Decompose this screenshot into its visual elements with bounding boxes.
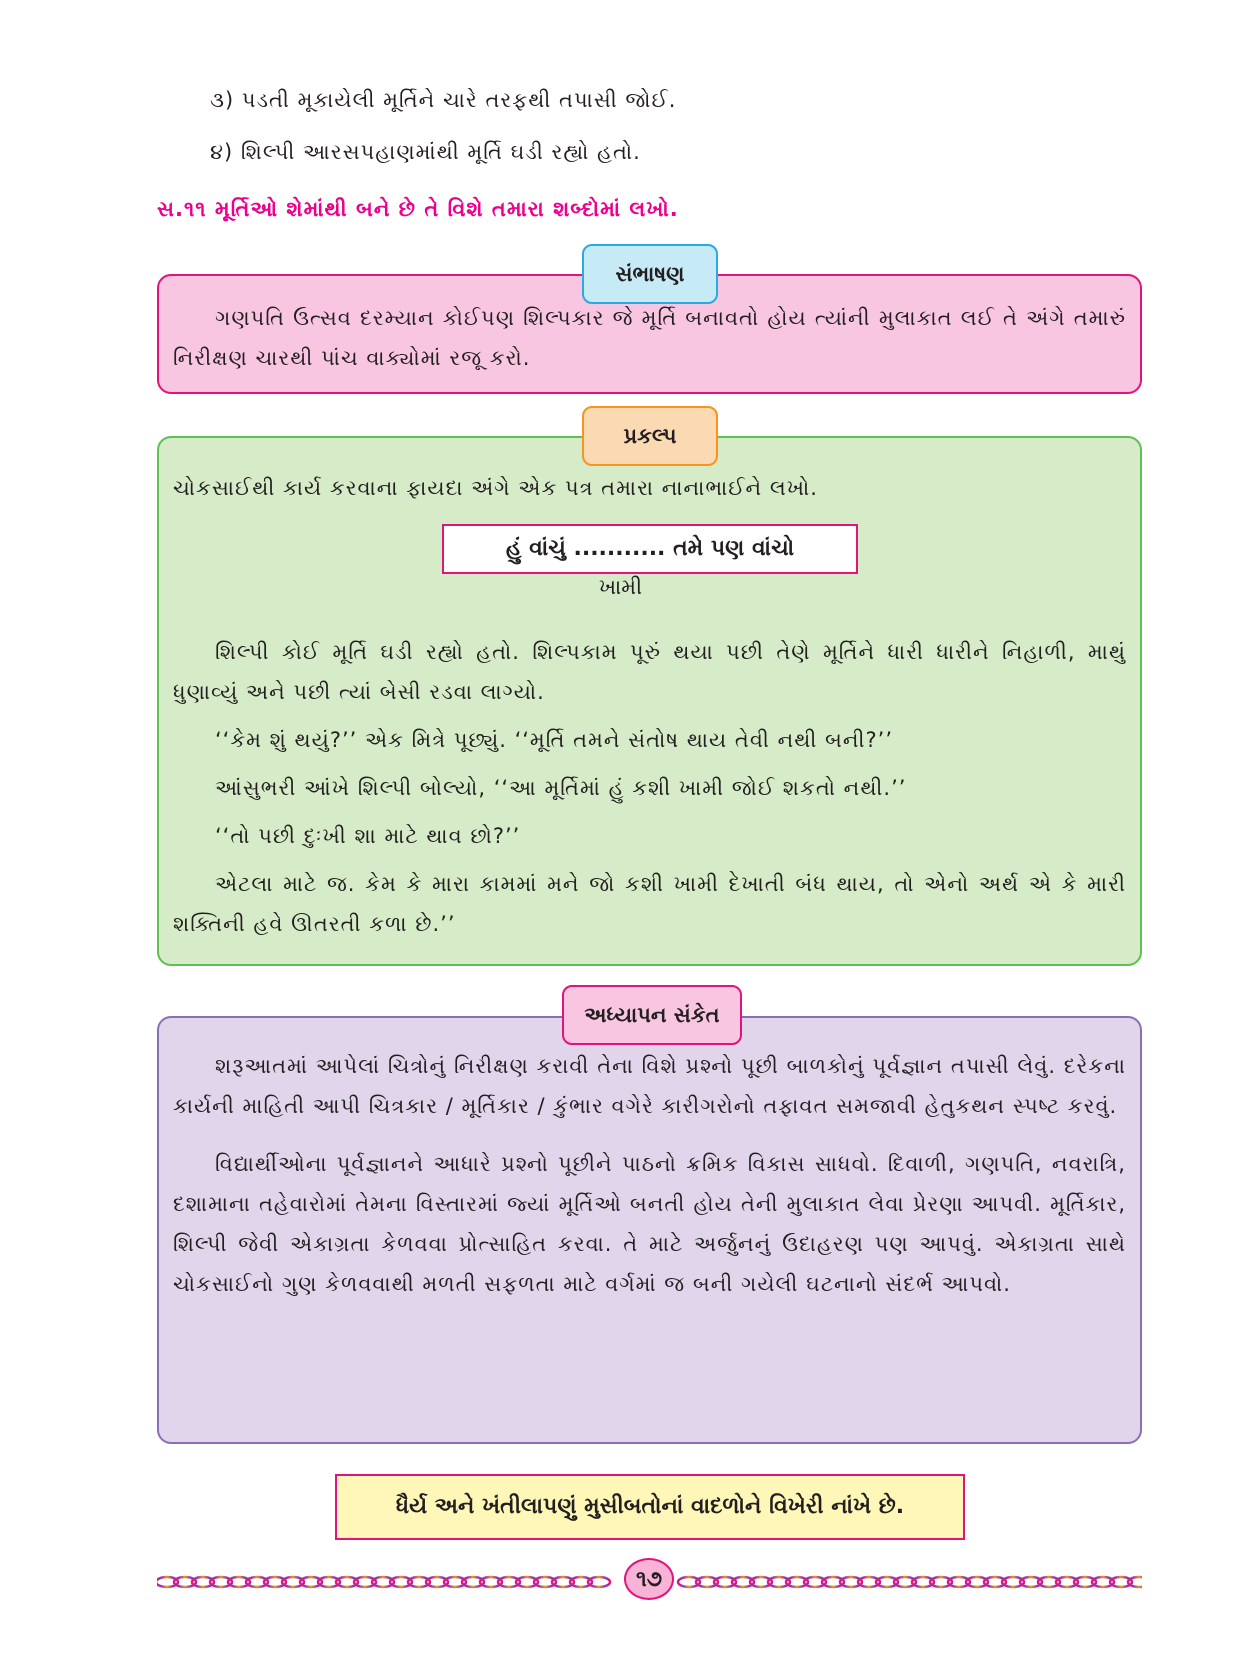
chain-link: [1128, 1577, 1142, 1587]
question-11: સ.૧૧ મૂર્તિઓ શેમાંથી બને છે તે વિશે તમારા શબ્દોમાં લખો.: [157, 197, 679, 221]
question-item-3: ૩) પડતી મૂકાયેલી મૂર્તિને ચારે તરફથી તપાસી જોઈ.: [210, 88, 677, 112]
read-together-box: હું વાંચું ........... તમે પણ વાંચો: [442, 524, 858, 574]
page-number: ૧૭: [624, 1558, 674, 1600]
sambhashan-text: ગણપતિ ઉત્સવ દરમ્યાન કોઈપણ શિલ્પકાર જે મૂર્તિ બનાવતો હોય ત્યાંની મુલાકાત લઈ તે અંગે તમારું નિરીક્ષણ ચારથી પાંચ વાક્યોમાં રજૂ કરો.: [173, 306, 1126, 370]
prakalp-text: ચોકસાઈથી કાર્ય કરવાના ફાયદા અંગે એક પત્ર તમારા નાનાભાઈને લખો.: [173, 476, 818, 500]
story-paragraph: એટલા માટે જ. કેમ કે મારા કામમાં મને જો કશી ખામી દેખાતી બંધ થાય, તો એનો અર્થ એ કે મારી શક્તિની હવે ઊતરતી કળા છે.’’: [173, 872, 1126, 936]
story-paragraph: ‘‘તો પછી દુઃખી શા માટે થાવ છો?’’: [215, 824, 521, 848]
adhyapan-box: [157, 1016, 1142, 1444]
story-paragraph: શિલ્પી કોઈ મૂર્તિ ઘડી રહ્યો હતો. શિલ્પકામ પૂરું થયા પછી તેણે મૂર્તિને ધારી ધારીને નિહાળી, માથું ધુણાવ્યું અને પછી ત્યાં બેસી રડવા લાગ્યો.: [173, 640, 1126, 704]
sambhashan-tag: સંભાષણ: [582, 244, 718, 304]
quote-box: ધૈર્ય અને ખંતીલાપણું મુસીબતોનાં વાદળોને વિખેરી નાંખે છે.: [335, 1474, 965, 1540]
story-paragraph: આંસુભરી આંખે શિલ્પી બોલ્યો, ‘‘આ મૂર્તિમાં હું કશી ખામી જોઈ શકતો નથી.’’: [215, 776, 907, 800]
adhyapan-paragraph: વિદ્યાર્થીઓના પૂર્વજ્ઞાનને આધારે પ્રશ્નો પૂછીને પાઠનો ક્રમિક વિકાસ સાધવો. દિવાળી, ગણપતિ, નવરાત્રિ, દશામાના તહેવારોમાં તેમના વિસ્તારમાં જ્યાં મૂર્તિઓ બનતી હોય તેની મુલાકાત લેવા પ્રેરણા આપવી. મૂર્તિકાર, શિલ્પી જેવી એકાગ્રતા કેળવવા પ્રોત્સાહિત કરવા. તે માટે અર્જુનનું ઉદાહરણ પણ આપવું. એકાગ્રતા સાથે ચોકસાઈનો ગુણ કેળવવાથી મળતી સફળતા માટે વર્ગમાં જ બની ગયેલી ઘટનાનો સંદર્ભ આપવો.: [173, 1152, 1126, 1296]
prakalp-tag: પ્રકલ્પ: [582, 406, 718, 466]
adhyapan-paragraph: શરૂઆતમાં આપેલાં ચિત્રોનું નિરીક્ષણ કરાવી તેના વિશે પ્રશ્નો પૂછી બાળકોનું પૂર્વજ્ઞાન તપાસી લેવું. દરેકના કાર્યની માહિતી આપી ચિત્રકાર / મૂર્તિકાર / કુંભાર વગેરે કારીગરોનો તફાવત સમજાવી હેતુકથન સ્પષ્ટ કરવું.: [173, 1054, 1126, 1118]
question-item-4: ૪) શિલ્પી આરસપહાણમાંથી મૂર્તિ ઘડી રહ્યો હતો.: [210, 140, 641, 164]
story-title: ખામી: [598, 575, 643, 599]
adhyapan-tag: અધ્યાપન સંકેત: [562, 985, 742, 1045]
prakalp-box: [157, 436, 1142, 966]
story-paragraph: ‘‘કેમ શું થયું?’’ એક મિત્રે પૂછ્યું. ‘‘મૂર્તિ તમને સંતોષ થાય તેવી નથી બની?’’: [215, 728, 894, 752]
